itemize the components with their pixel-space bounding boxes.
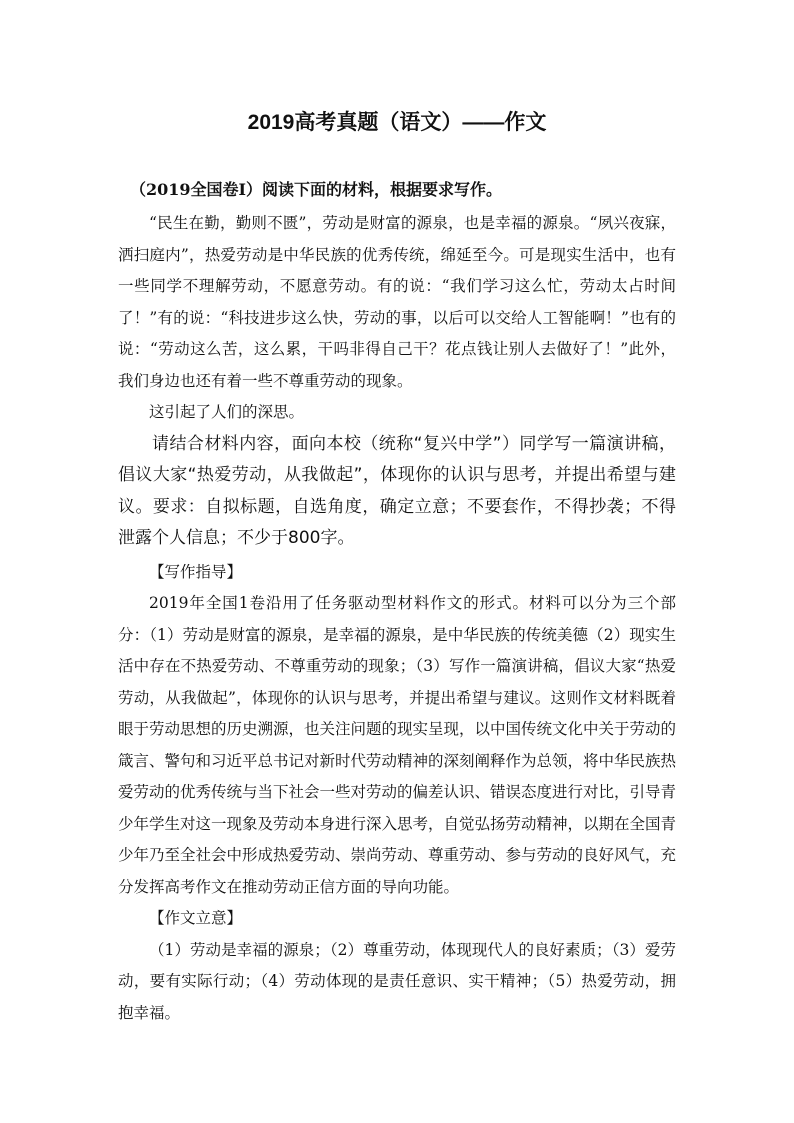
question-lead: （2019全国卷Ⅰ）阅读下面的材料，根据要求写作。 [130,180,503,199]
material-paragraph-2: 这引起了人们的深思。 [149,403,305,421]
document-body [118,174,676,1029]
intent-text: （1）劳动是幸福的源泉；（2）尊重劳动，体现现代人的良好素质；（3）爱劳动，要有实际行动；（4）劳动体现的是责任意识、实干精神；（5）热爱劳动，拥抱幸福。 [118,940,676,1022]
intent-heading: 【作文立意】 [149,909,243,927]
guide-text: 2019年全国1卷沿用了任务驱动型材料作文的形式。材料可以分为三个部分：（1）劳动是财富的源泉，是幸福的源泉，是中华民族的传统美德（2）现实生活中存在不热爱劳动、不尊重劳动的现象；（3）写作一篇演讲稿，倡议大家“热爱劳动，从我做起”，体现你的认识与思考，并提出希望与建议。这则作文材料既着眼于劳动思想的历史溯源，也关注问题的现实呈现，以中国传统文化中关于劳动的箴言、警句和习近平总书记对新时代劳动精神的深刻阐释作为总领，将中华民族热爱劳动的优秀传统与当下社会一些对劳动的偏差认识、错误态度进行对比，引导青少年学生对这一现象及劳动本身进行深入思考，自觉弘扬劳动精神，以期在全国青少年乃至全社会中形成热爱劳动、崇尚劳动、尊重劳动、参与劳动的良好风气，充分发挥高考作文在推动劳动正信方面的导向功能。 [118,594,677,896]
page-title: 2019高考真题（语文）——作文 [247,111,547,134]
material-paragraph-1: “民生在勤，勤则不匮”，劳动是财富的源泉，也是幸福的源泉。“夙兴夜寐，洒扫庭内”，热爱劳动是中华民族的优秀传统，绵延至今。可是现实生活中，也有一些同学不理解劳动，不愿意劳动。有的说：“我们学习这么忙，劳动太占时间了！”有的说：“科技进步这么快，劳动的事，以后可以交给人工智能啊！”也有的说：“劳动这么苦，这么累，干吗非得自己干？花点钱让别人去做好了！”此外，我们身边也还有着一些不尊重劳动的现象。 [118,214,676,390]
writing-requirement: 请结合材料内容，面向本校（统称“复兴中学”）同学写一篇演讲稿，倡议大家“热爱劳动，从我做起”，体现你的认识与思考，并提出希望与建议。要求：自拟标题，自选角度，确定立意；不要套作，不得抄袭；不得泄露个人信息；不少于800字。 [118,433,676,548]
guide-heading: 【写作指导】 [149,562,243,581]
